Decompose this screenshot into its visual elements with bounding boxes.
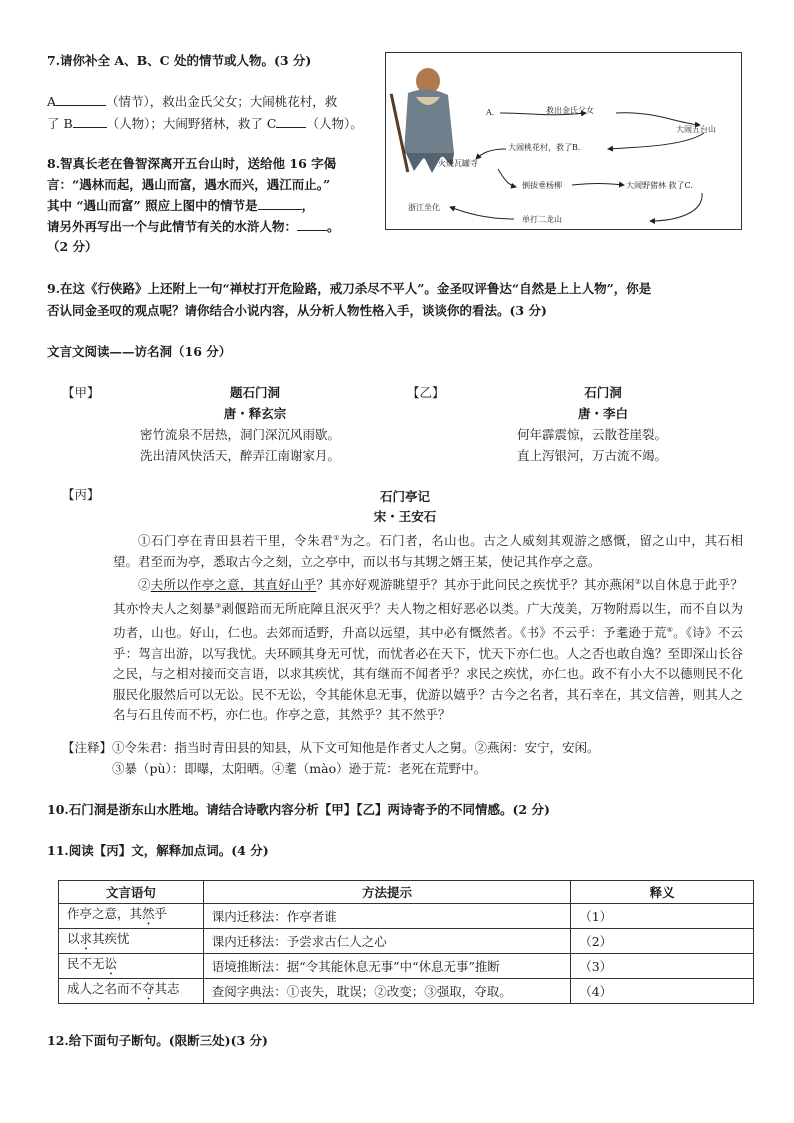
poem-yi-title: 石门洞	[584, 385, 622, 400]
poem-jia-title: 题石门洞	[229, 385, 280, 400]
q7-label-a: A	[47, 94, 57, 109]
passage-author: 宋・王安石	[373, 509, 437, 524]
vocab-hint: 课内迁移法：作亭者谁	[203, 904, 570, 929]
note-ref-4: ④	[666, 625, 674, 634]
vocab-sentence	[59, 929, 204, 954]
q8-line2: 言：“遇林而起，遇山而富，遇水而兴，遇江而止。”	[47, 177, 331, 192]
passage-p2-text-b: ？其亦好观游眺望乎？其亦于此问民之疾忧乎？其亦燕闲	[316, 577, 635, 593]
vocab-sentence	[59, 904, 204, 929]
vocab-answer[interactable]: （1）	[571, 904, 754, 929]
passage-paragraph-1	[113, 528, 743, 572]
poem-jia-line-1: 密竹流泉不居热，洞门深沉风雨歇。	[140, 427, 341, 442]
passage-p2-num: ②	[138, 577, 151, 593]
lu-zhishen-figure	[390, 68, 454, 173]
sentence-post: 其志	[154, 981, 180, 996]
q8-text-4a: 请另外再写出一个与此情节有关的水浒人物：	[47, 219, 298, 234]
passage-tag: 【丙】	[62, 487, 100, 502]
vocab-answer[interactable]: （2）	[571, 929, 754, 954]
diagram-label-taohua: 大闹桃花村，救了B.	[508, 143, 581, 152]
q8-line4	[47, 216, 340, 237]
q8-text-3b: ，	[301, 198, 315, 213]
q7-line1	[47, 91, 337, 112]
diagram-label-rescue: 救出金氏父女	[546, 106, 594, 115]
q10-text: 10.石门洞是浙东山水胜地。请结合诗歌内容分析【甲】【乙】两诗寄予的不同情感。(2 分)	[47, 802, 550, 817]
q8-line1: 8.智真长老在鲁智深离开五台山时，送给他 16 字偈	[47, 156, 337, 171]
q8-line5: （2 分）	[47, 239, 98, 254]
q9-line2: 否认同金圣叹的观点呢？请你结合小说内容，从分析人物性格入手，谈谈你的看法。(3 分)	[47, 303, 547, 318]
dotted-word: 然	[142, 906, 155, 921]
passage-p2-text-e: 。《诗》不云乎：驾言出游，以写我忧。夫环顾其身无可忧，而忧者必在天下，忧天下亦仁也。人之否也敢自逸？至即深山长谷之民，与之相对接而交言语，以求其疾忧，其有继而不闻者乎？求民之疾忧，亦仁也。政不有小大不以德则民不化服民化服然后可以无讼。民不无讼，令其能休息无事，优游以嬉乎？古今之名者，其石幸在，其文信善，则其人之名与石且传而不朽，亦仁也。作亭之意，其然乎？其不然乎？	[113, 625, 743, 723]
sentence-post: 乎	[154, 906, 168, 921]
notes-line1	[62, 737, 600, 758]
vocab-sentence	[59, 979, 204, 1004]
vocab-answer[interactable]: （3）	[571, 954, 754, 979]
diagram-label-a: A.	[486, 108, 495, 117]
vocab-header-hint: 方法提示	[203, 881, 570, 904]
diagram-label-erlong: 单打二龙山	[522, 215, 562, 224]
dotted-word: 求	[79, 931, 93, 946]
vocab-header-meaning: 释义	[571, 881, 754, 904]
notes-tag: 【注释】	[62, 740, 113, 755]
passage-p2-text-c: 以自休息于此乎？其亦怜夫人之刻暴	[113, 577, 743, 617]
vocab-hint: 查阅字典法：①丧失，耽误；②改变；③强取，夺取。	[203, 979, 570, 1004]
table-row	[59, 929, 754, 954]
vocab-header-sentence: 文言语句	[59, 881, 204, 904]
notes-line2: ③暴（pù）：即曝，太阳晒。④耄（mào）逊于荒：老死在荒野中。	[112, 761, 487, 776]
diagram-label-wagang: 火烧瓦罐寺	[438, 159, 478, 168]
q7-label-b: 了 B	[47, 116, 73, 131]
table-row	[59, 954, 754, 979]
q8-line3	[47, 195, 314, 216]
vocab-sentence	[59, 954, 204, 979]
notes-text-1: ①令朱君：指当时青田县的知县，从下文可知他是作者丈人之舅。②燕闲：安宁，安闲。	[112, 740, 600, 755]
poem-yi-line-1: 何年霹震惊，云散苍崖裂。	[517, 427, 668, 442]
vocab-header-row	[59, 881, 754, 904]
sentence-pre: 民不无	[67, 956, 105, 971]
note-ref-1: ①	[333, 534, 341, 542]
note-ref-3: ③	[214, 602, 222, 611]
vocab-hint: 课内迁移法：予尝求古仁人之心	[203, 929, 570, 954]
diagram-label-yezhu: 大闹野猪林 救了C.	[626, 181, 693, 190]
poem-yi-line-2: 直上泻银河，万古流不竭。	[517, 448, 668, 463]
plot-diagram	[385, 52, 742, 230]
poem-yi-tag: 【乙】	[407, 385, 445, 400]
section-title: 文言文阅读——访名洞（16 分）	[47, 344, 232, 359]
passage-paragraph-2	[113, 572, 743, 726]
q7-blank-b[interactable]	[73, 113, 107, 128]
q8-blank-2[interactable]	[297, 216, 327, 231]
passage-p2-text-d: 剥偃踣而无所庇障且泯灭乎？夫人物之相好恶必以类。广大茂美，万物附焉以生，而不自以为功者，山也。好山，仁也。去郊而适野，升高以远望，其中必有慨然者。《书》不云乎：予耄逊于荒	[113, 601, 743, 640]
q9-line1: 9.在这《行侠路》上还附上一句“禅杖打开危险路，戒刀杀尽不平人”。金圣叹评鲁达“自然是上上人物”，你是	[47, 281, 652, 296]
poem-jia-line-2: 洗出清风快活天，醉弄江南谢家月。	[140, 448, 341, 463]
vocab-table	[58, 880, 754, 1004]
passage-p1-text-a: ①石门亭在青田县若干里，令朱君	[138, 533, 334, 549]
q8-text-3a: 其中 “遇山而富” 照应上图中的情节是	[47, 198, 258, 213]
q12-text: 12.给下面句子断句。(限断三处)(3 分)	[47, 1033, 268, 1048]
vocab-hint: 语境推断法：据“令其能休息无事”中“休息无事”推断	[203, 954, 570, 979]
poem-jia-author: 唐・释玄宗	[223, 406, 287, 421]
vocab-answer[interactable]: （4）	[571, 979, 754, 1004]
sentence-pre: 成人之名而不	[67, 981, 143, 996]
table-row	[59, 904, 754, 929]
underlined-sentence: 夫所以作亭之意，其直好山乎	[150, 577, 317, 593]
sentence-pre: 以	[67, 931, 80, 946]
q7-text-2: （人物）；大闹野猪林，救了 C	[106, 116, 277, 131]
q7-line2	[47, 113, 363, 134]
q8-blank-1[interactable]	[258, 195, 302, 210]
poem-jia-tag: 【甲】	[62, 385, 100, 400]
q8-text-4b: 。	[327, 219, 340, 234]
passage-title: 石门亭记	[379, 489, 430, 504]
dotted-word: 讼	[104, 956, 118, 971]
diagram-label-zheer: 浙江坐化	[408, 203, 440, 212]
poem-yi-author: 唐・李白	[577, 406, 628, 421]
sentence-pre: 作亭之意，其	[67, 906, 143, 921]
q7-text-3: （人物）。	[306, 116, 363, 131]
passage-body	[113, 528, 743, 726]
note-ref-2: ②	[634, 578, 642, 587]
sentence-post: 其疾忧	[92, 931, 130, 946]
q7-blank-a[interactable]	[56, 91, 106, 106]
q7-title: 7.请你补全 A、B、C 处的情节或人物。(3 分)	[47, 53, 312, 68]
dotted-word: 夺	[142, 981, 155, 996]
table-row	[59, 979, 754, 1004]
q7-text-1: （情节），救出金氏父女；大闹桃花村，救	[106, 94, 338, 109]
q7-blank-c[interactable]	[276, 113, 306, 128]
q11-title: 11.阅读【丙】文，解释加点词。(4 分)	[47, 843, 269, 858]
passage-p1-text-b: 为之。石门者，名山也。古之人威刻其观游之感慨，留之山中，其石相望。君至而为亭，悉取古今之刻，立之亭中，而以书与其甥之婿王某，使记其作亭之意。	[113, 533, 743, 569]
diagram-label-wutai: 大闹五台山	[676, 125, 716, 134]
diagram-label-chuiyang: 倒拔垂杨柳	[522, 181, 562, 190]
